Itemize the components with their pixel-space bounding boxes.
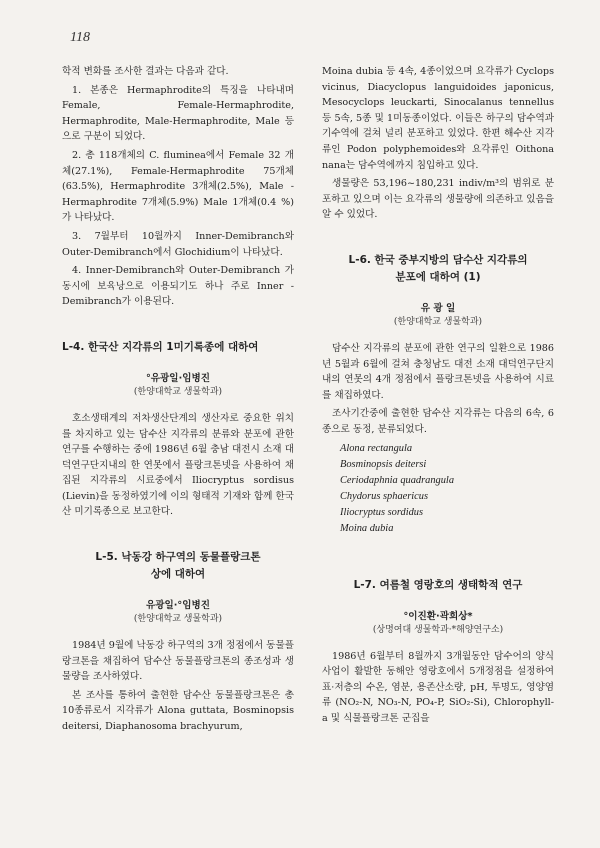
section-l7-title: L-7. 여름철 영랑호의 생태학적 연구 — [353, 578, 523, 591]
species-item: Chydorus sphaericus — [340, 490, 429, 502]
section-l5-authors: 유광일·°임병진 — [145, 600, 211, 612]
species-item: Iliocryptus sordidus — [340, 506, 424, 518]
section-l4-authors: °유광일·임병진 — [145, 372, 211, 384]
section-l5-affiliation: (한양대학교 생물학과) — [133, 614, 223, 625]
intro-text: 학적 변화를 조사한 결과는 다음과 같다. — [62, 66, 229, 77]
species-item: Moina dubia — [340, 522, 394, 534]
section-l6-title-1: L-6. 한국 중부지방의 담수산 지각류의 — [348, 253, 528, 266]
section-l5-para-1: 1984년 9월에 낙동강 하구역의 3개 정점에서 동물플랑크톤을 채집하여 담수산 동물플랑크톤의 종조성과 생물량을 조사하였다. — [62, 640, 294, 683]
page-number: 118 — [70, 30, 90, 45]
species-item: Bosminopsis deitersi — [340, 458, 427, 470]
result-item-1: 1. 본종은 Hermaphrodite의 특징을 나타내며 Female, Female-Hermaphrodite, Hermaphrodite, Male-Hermaphrodite, Male 등으로 구분이 되었다. — [62, 84, 294, 143]
species-item: Ceriodaphnia quadrangula — [340, 474, 455, 486]
section-l4-title: L-4. 한국산 지각류의 1미기록종에 대하여 — [62, 340, 259, 353]
left-column — [62, 64, 294, 738]
section-l4-body: 호소생태계의 저차생산단계의 생산자로 중요한 위치를 차지하고 있는 담수산 지각류의 분류와 분포에 관한 연구를 수행하는 중에 1986년 6월 충남 대전시 소재 대덕연구단지내의 한 연못에서 플랑크톤넷을 사용하여 채집된 지각류의 시료중에서 Iliocryptus sordisus (Lievin)을 동정하였기에 이의 형태적 기재와 함께 한국산 미기록종으로 보고한다. — [62, 412, 294, 518]
biomass-text: 생물량은 53,196~180,231 indiv/m³의 범위로 분포하고 있으며 이는 요각류의 생물량에 의존하고 있음을 알 수 있었다. — [322, 178, 554, 221]
section-l7-affiliation: (상명여대 생물학과·*해양연구소) — [372, 624, 504, 635]
section-l7-para-1: 1986년 6월부터 8월까지 3개월동안 담수어의 양식사업이 활발한 동해안 영랑호에서 5개정점을 설정하여 표·저층의 수온, 염분, 용존산소량, pH, 투명도, 영양염류 (NO₂-N, NO₃-N, PO₄-P, SiO₂-Si), Chlorophyll-a 및 식물플랑크톤 군집을 — [322, 650, 554, 724]
section-l5-para-2: 본 조사를 통하여 출현한 담수산 동물플랑크톤은 총 10종류로서 지각류가 Alona guttata, Bosminopsis deitersi, Diaphanosoma brachyurum, — [62, 689, 294, 733]
section-l6-affiliation: (한양대학교 생물학과) — [393, 316, 483, 327]
section-l6-para-2: 조사기간중에 출현한 담수산 지각류는 다음의 6속, 6종으로 동정, 분류되었다. — [322, 408, 554, 435]
section-l6-para-1: 담수산 지각류의 분포에 관한 연구의 일환으로 1986년 5월과 6월에 걸쳐 충청남도 대전 소재 대덕연구단지내의 연못의 4개 정점에서 플랑크톤넷을 사용하여 시료를 채집하였다. — [322, 342, 554, 401]
section-l7-authors: °이진환·곽희상* — [403, 610, 473, 622]
result-item-3: 3. 7월부터 10월까지 Inner-Demibranch와 Outer-Demibranch에서 Glochidium이 나타났다. — [62, 230, 294, 258]
section-l5-title-1: L-5. 낙동강 하구역의 동물플랑크톤 — [95, 551, 261, 564]
section-l6-authors: 유 광 일 — [420, 302, 456, 314]
section-l4-affiliation: (한양대학교 생물학과) — [133, 386, 223, 397]
result-item-2: 2. 총 118개체의 C. fluminea에서 Female 32 개체(27.1%), Female-Hermaphrodite 75개체 (63.5%), Hermaphrodite 3개체(2.5%), Male -Hermaphrodite 7개체(5.9%) Male 1개체(0.4 %)가 나타났다. — [62, 149, 294, 224]
section-l5-title-2: 상에 대하여 — [150, 568, 206, 581]
result-item-4: 4. Inner-Demibranch와 Outer-Demibranch 가 동시에 보육낭으로 이용되기도 하나 주로 Inner -Demibranch가 이용된다. — [62, 265, 294, 308]
continued-text: Moina dubia 등 4속, 4종이었으며 요각류가 Cyclops vicinus, Diacyclopus languidoides japonicus, Mesocyclops leuckarti, Sinocalanus tennellus 등 5속, 5종 및 1미동종이었다. 이들은 하구의 담수역과 기수역에 걸쳐 널리 분포하고 있었다. 한편 해수산 지각류인 Podon polyphemoides와 요각류인 Oithona nana는 담수역에까지 침입하고 있다. — [322, 66, 554, 171]
section-l6-title-2: 분포에 대하여 (1) — [395, 270, 481, 283]
right-column — [322, 64, 554, 729]
species-item: Alona rectangula — [340, 442, 413, 454]
